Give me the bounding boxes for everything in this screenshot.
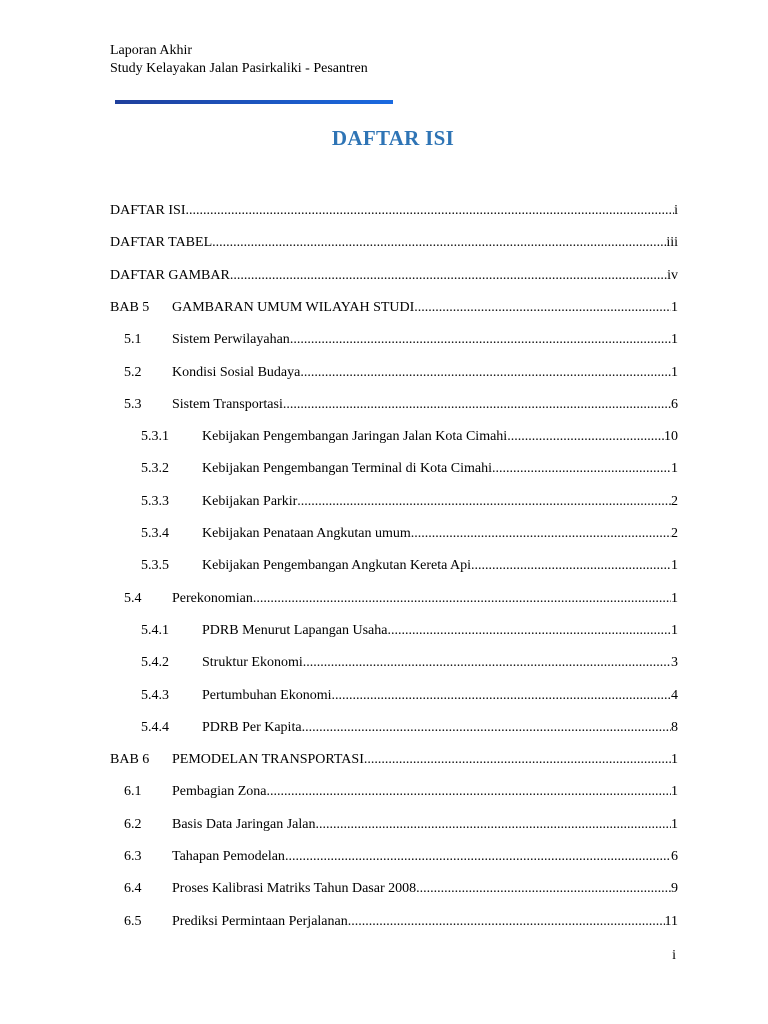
toc-entry-page: 6 <box>671 849 678 864</box>
toc-entry-number: 6.2 <box>124 816 142 832</box>
toc-entry-label: Sistem Transportasi <box>172 396 283 412</box>
toc-entry-label: Kebijakan Parkir <box>202 493 298 509</box>
toc-entry-page: 1 <box>671 558 678 574</box>
toc-entry-page: 11 <box>664 913 678 929</box>
toc-dot-leader <box>414 299 671 317</box>
toc-entry[interactable] <box>141 557 678 575</box>
toc-entry-label: Kebijakan Pengembangan Terminal di Kota Cimahi <box>202 461 492 477</box>
toc-entry[interactable] <box>124 396 678 414</box>
toc-entry-page: 4 <box>671 687 678 703</box>
toc-entry-label: DAFTAR GAMBAR <box>110 267 230 283</box>
toc-dot-leader <box>348 913 665 931</box>
toc-entry-number: 5.4.1 <box>141 622 169 638</box>
toc-entry-number: 5.3.3 <box>141 493 169 509</box>
toc-entry-page: 1 <box>671 752 678 768</box>
toc-entry[interactable] <box>124 848 678 866</box>
page-title: DAFTAR ISI <box>331 126 455 150</box>
toc-dot-leader <box>411 525 671 543</box>
toc-entry-number: 6.4 <box>124 881 142 897</box>
toc-entry-number: 5.4.3 <box>141 687 169 703</box>
toc-entry-page: 1 <box>671 590 678 606</box>
toc-entry-number: 5.4.4 <box>141 719 169 735</box>
toc-entry-page: iii <box>666 235 678 251</box>
toc-dot-leader <box>266 783 671 801</box>
toc-entry-number: 5.1 <box>124 332 142 348</box>
toc-entry-page: i <box>674 203 678 218</box>
toc-entry-number: 6.5 <box>124 913 142 929</box>
toc-entry-number: 5.2 <box>124 364 142 380</box>
toc-entry-page: 8 <box>671 719 678 735</box>
toc-entry-label: Struktur Ekonomi <box>202 655 303 671</box>
toc-entry-number: 5.3.4 <box>141 526 169 541</box>
toc-dot-leader <box>416 880 671 898</box>
toc-dot-leader <box>492 460 671 478</box>
toc-entry-page: 10 <box>664 429 678 445</box>
toc-entry[interactable] <box>141 493 678 511</box>
toc-entry[interactable] <box>124 783 678 801</box>
toc-dot-leader <box>283 396 671 414</box>
header-report-title: Laporan Akhir <box>110 43 193 58</box>
toc-entry-number: 6.1 <box>124 784 142 800</box>
toc-entry-label: DAFTAR TABEL <box>110 235 213 251</box>
toc-entry[interactable] <box>124 913 678 931</box>
toc-dot-leader <box>285 848 671 866</box>
toc-entry-label: DAFTAR ISI <box>110 203 186 218</box>
toc-entry[interactable] <box>124 816 678 834</box>
toc-entry[interactable] <box>141 687 678 705</box>
toc-entry-label: Prediksi Permintaan Perjalanan <box>172 913 348 929</box>
toc-entry-label: Pembagian Zona <box>172 784 267 800</box>
toc-entry-page: 9 <box>671 881 678 897</box>
toc-entry[interactable] <box>141 719 678 737</box>
toc-dot-leader <box>212 234 666 252</box>
toc-entry-page: 6 <box>671 396 678 412</box>
toc-entry-number: 5.3.1 <box>141 429 169 445</box>
toc-entry[interactable] <box>110 202 678 220</box>
toc-entry[interactable] <box>141 460 678 478</box>
toc-dot-leader <box>230 267 667 285</box>
toc-dot-leader <box>300 364 671 382</box>
toc-entry-page: 1 <box>671 784 678 800</box>
toc-entry-number: 5.3.5 <box>141 558 169 574</box>
toc-entry-label: Kebijakan Pengembangan Jaringan Jalan Kota Cimahi <box>202 429 508 445</box>
toc-entry[interactable] <box>110 234 678 252</box>
toc-entry-number: BAB 5 <box>110 299 150 315</box>
toc-dot-leader <box>364 751 671 769</box>
toc-entry[interactable] <box>141 622 678 640</box>
toc-entry-page: 3 <box>671 655 678 671</box>
toc-entry[interactable] <box>141 525 678 543</box>
toc-dot-leader <box>507 428 664 446</box>
toc-entry-number: 5.4 <box>124 590 142 606</box>
toc-entry-label: Proses Kalibrasi Matriks Tahun Dasar 2008 <box>172 881 417 897</box>
toc-entry[interactable] <box>124 331 678 349</box>
toc-dot-leader <box>302 719 671 737</box>
toc-entry-number: 5.3 <box>124 396 142 412</box>
toc-entry[interactable] <box>110 299 678 317</box>
toc-entry-label: Perekonomian <box>172 590 253 606</box>
toc-dot-leader <box>186 202 675 220</box>
toc-entry-label: Sistem Perwilayahan <box>172 332 290 348</box>
toc-entry-label: GAMBARAN UMUM WILAYAH STUDI <box>172 299 415 315</box>
toc-entry-number: 6.3 <box>124 849 142 864</box>
toc-entry[interactable] <box>110 751 678 769</box>
toc-entry-number: BAB 6 <box>110 752 150 768</box>
toc-entry[interactable] <box>124 880 678 898</box>
toc-entry-page: 1 <box>671 364 678 380</box>
toc-entry-label: PDRB Menurut Lapangan Usaha <box>202 622 388 638</box>
toc-entry-label: PDRB Per Kapita <box>202 719 302 735</box>
toc-entry-page: 1 <box>671 332 678 348</box>
toc-entry-label: Basis Data Jaringan Jalan <box>172 816 316 832</box>
toc-entry[interactable] <box>141 654 678 672</box>
toc-entry-page: 1 <box>671 299 678 315</box>
toc-dot-leader <box>332 687 672 705</box>
toc-dot-leader <box>297 493 671 511</box>
toc-entry-page: 1 <box>671 816 678 832</box>
toc-dot-leader <box>290 331 671 349</box>
toc-entry-label: Pertumbuhan Ekonomi <box>202 687 332 703</box>
page-number: i <box>672 948 676 963</box>
toc-entry-label: Kondisi Sosial Budaya <box>172 364 301 380</box>
toc-entry-number: 5.4.2 <box>141 655 169 671</box>
toc-entry[interactable] <box>110 267 678 285</box>
toc-entry[interactable] <box>141 428 678 446</box>
toc-entry-page: 1 <box>671 622 678 638</box>
toc-dot-leader <box>253 590 671 608</box>
toc-entry-number: 5.3.2 <box>141 461 169 477</box>
toc-entry-page: 1 <box>671 461 678 477</box>
toc-dot-leader <box>471 557 671 575</box>
toc-dot-leader <box>303 654 671 672</box>
toc-entry-label: Kebijakan Pengembangan Angkutan Kereta Api <box>202 558 472 574</box>
toc-entry-label: Kebijakan Penataan Angkutan umum <box>202 526 411 541</box>
toc-entry[interactable] <box>124 364 678 382</box>
toc-entry-label: Tahapan Pemodelan <box>172 849 285 864</box>
toc-entry-label: PEMODELAN TRANSPORTASI <box>172 752 364 768</box>
toc-entry-page: iv <box>667 267 678 283</box>
toc-entry-page: 2 <box>671 493 678 509</box>
header-study-title: Study Kelayakan Jalan Pasirkaliki - Pesantren <box>110 61 368 76</box>
toc-entry[interactable] <box>124 590 678 608</box>
toc-entry-page: 2 <box>671 526 678 541</box>
toc-dot-leader <box>387 622 671 640</box>
toc-dot-leader <box>315 816 671 834</box>
